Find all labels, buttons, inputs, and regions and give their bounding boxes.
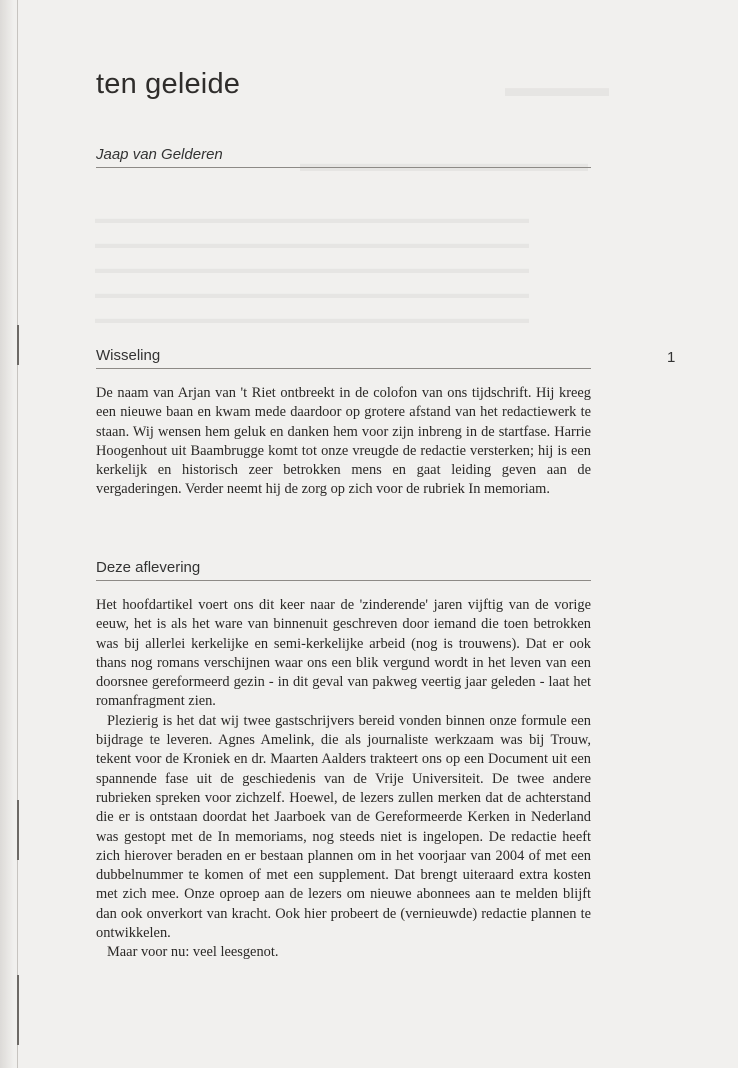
page-number: 1 (667, 349, 676, 366)
binding-mark (17, 325, 19, 365)
show-through: ▬▬▬▬▬▬▬▬▬▬▬▬▬▬▬▬▬▬▬▬▬▬▬▬▬▬▬▬▬▬▬ (95, 310, 529, 326)
paragraph: Maar voor nu: veel leesgenot. (107, 944, 279, 961)
paragraph: De naam van Arjan van 't Riet ontbreekt in de colofon van ons tijdschrift. Hij kreeg een nieuwe baan en kwam mede daardoor op grotere afstand van het redactiewerk te staan. Wij wensen hem geluk en danken hem voor zijn inbreng in de startfase. Harrie Hoogenhout uit Baambrugge komt tot onze vreugde de redactie versterken; hij is een kerkelijk en historisch zeer betrokken mens en gaat leiding geven aan de vergaderingen. Verder neemt hij de zorg op zich voor de rubriek In memoriam. (96, 385, 591, 498)
show-through: ▬▬▬▬▬▬▬▬▬▬▬▬▬▬▬▬▬▬▬▬▬▬▬▬▬▬▬▬▬▬▬ (95, 235, 529, 251)
binding-line (17, 0, 18, 1068)
section-body-wisseling (96, 384, 591, 500)
binding-mark (17, 800, 19, 860)
show-through: ▬▬▬▬▬▬▬▬▬▬▬▬▬▬▬▬▬▬▬▬▬▬▬▬▬▬▬▬▬▬▬ (95, 285, 529, 301)
paragraph: Plezierig is het dat wij twee gastschrijvers bereid vonden binnen onze formule een bijdrage te leveren. Agnes Amelink, die als journaliste werkzaam was bij Trouw, tekent voor de Kroniek en dr. Maarten Aalders trakteert ons op een Document uit een spannende fase uit de geschiedenis van de Vrije Universiteit. De twee andere rubrieken spreken voor zichzelf. Hoewel, de lezers zullen merken dat de achterstand die er is ontstaan doordat het Jaarboek van de Gereformeerde Kerken in Nederland was gestopt met de In memoriams, nog steeds niet is ingelopen. De redactie heeft zich hierover beraden en er bestaan plannen om in het voorjaar van 2004 of met een dubbelnummer te komen of met een supplement. Dat brengt uiteraard extra kosten met zich mee. Onze oproep aan de lezers om nieuwe abonnees aan te melden blijft dan ook onverkort van kracht. Ook hier probeert de (vernieuwde) redactie plannen te ontwikkelen. (96, 712, 591, 942)
section-heading-deze-aflevering: Deze aflevering (96, 559, 591, 581)
section-heading-wisseling: Wisseling (96, 347, 591, 369)
page-title: ten geleide (96, 68, 241, 100)
show-through: ▬▬▬▬▬▬▬▬▬▬▬▬ (300, 150, 588, 177)
binding-mark (17, 975, 19, 1045)
paragraph: Het hoofdartikel voert ons dit keer naar de 'zinderende' jaren vijftig van de vorige eeuw, het is als het ware van binnenuit geschreven door iemand die toen betrokken was bij allerlei kerkelijke en semi-kerkelijke arbeid (nog is trouwens). Dat er ook thans nog romans verschijnen waar ons een blik vergund wordt in het leven van een doorsnee gereformeerd gezin - in dit geval van pakweg veertig jaar geleden - laat het romanfragment zien. (96, 597, 591, 710)
section-body-deze-aflevering (96, 596, 591, 963)
show-through: ▬▬▬▬ (505, 72, 609, 102)
scan-shadow (0, 0, 14, 1068)
show-through: ▬▬▬▬▬▬▬▬▬▬▬▬▬▬▬▬▬▬▬▬▬▬▬▬▬▬▬▬▬▬▬ (95, 210, 529, 226)
author-byline: Jaap van Gelderen (96, 146, 591, 168)
show-through: ▬▬▬▬▬▬▬▬▬▬▬▬▬▬▬▬▬▬▬▬▬▬▬▬▬▬▬▬▬▬▬ (95, 260, 529, 276)
